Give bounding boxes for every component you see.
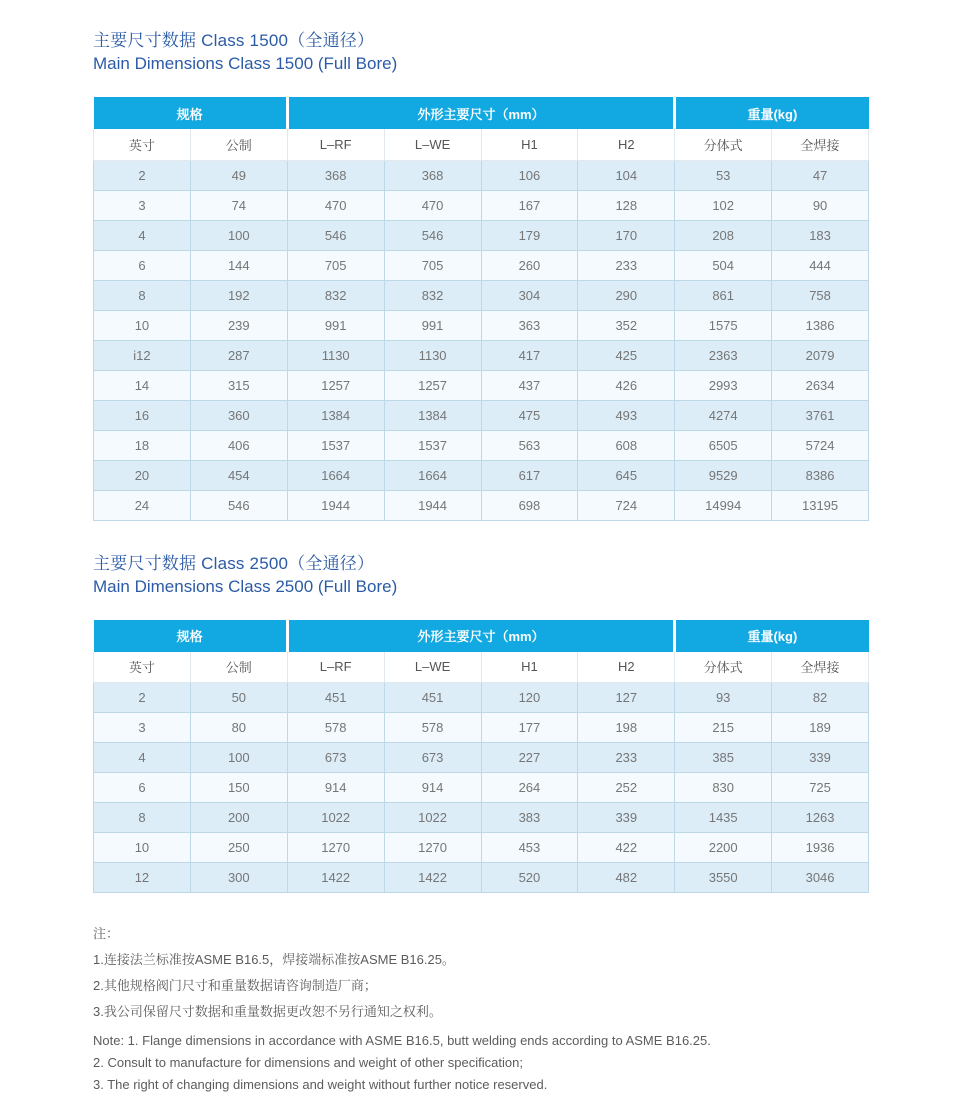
table-cell: 14994 (675, 490, 772, 520)
table-cell: 287 (190, 340, 287, 370)
table-cell: 563 (481, 430, 578, 460)
column-header-l-we: L–WE (384, 652, 481, 683)
column-header-metric: 公制 (190, 652, 287, 683)
table-cell: 304 (481, 280, 578, 310)
table-cell: 90 (772, 190, 869, 220)
table-cell: 6 (94, 250, 191, 280)
table-cell: 290 (578, 280, 675, 310)
table-row (94, 430, 869, 460)
column-header-l-rf: L–RF (287, 652, 384, 683)
table-cell: 12 (94, 863, 191, 893)
table-cell: 1422 (384, 863, 481, 893)
column-header-inch: 英寸 (94, 652, 191, 683)
column-header-h1: H1 (481, 129, 578, 160)
table-cell: 215 (675, 713, 772, 743)
table-cell: 50 (190, 683, 287, 713)
table-cell: 80 (190, 713, 287, 743)
note-line-en-2: 2. Consult to manufacture for dimensions and weight of other specification; (93, 1055, 523, 1070)
table-cell: 504 (675, 250, 772, 280)
table-cell: 177 (481, 713, 578, 743)
table-cell: 4 (94, 220, 191, 250)
column-header-l-rf: L–RF (287, 129, 384, 160)
section-title-en: Main Dimensions Class 1500 (Full Bore) (93, 54, 398, 73)
column-header-inch: 英寸 (94, 129, 191, 160)
note-line-zh-2: 2.其他规格阀门尺寸和重量数据请咨询制造厂商； (93, 978, 377, 993)
table-cell: 104 (578, 160, 675, 190)
table-cell: 360 (190, 400, 287, 430)
table-cell: 475 (481, 400, 578, 430)
table-cell: 227 (481, 743, 578, 773)
table-cell: 991 (384, 310, 481, 340)
table-row (94, 160, 869, 190)
table-cell: 2634 (772, 370, 869, 400)
table-cell: 1270 (287, 833, 384, 863)
notes-english (93, 1030, 869, 1096)
section-title-zh: 主要尺寸数据 Class 2500（全通径） (93, 553, 375, 573)
dimensions-table-class-2500 (93, 620, 869, 894)
table-cell: 53 (675, 160, 772, 190)
notes-block (93, 921, 869, 1096)
table-cell: 1386 (772, 310, 869, 340)
table-cell: 1944 (384, 490, 481, 520)
table-cell: 252 (578, 773, 675, 803)
table-cell: 673 (384, 743, 481, 773)
table-cell: 1944 (287, 490, 384, 520)
table-cell: 426 (578, 370, 675, 400)
table-cell: 368 (287, 160, 384, 190)
section-title-zh: 主要尺寸数据 Class 1500（全通径） (93, 31, 375, 50)
table-cell: 451 (287, 683, 384, 713)
table-cell: 8 (94, 803, 191, 833)
table-row (94, 460, 869, 490)
column-header-h2: H2 (578, 129, 675, 160)
table-cell: 698 (481, 490, 578, 520)
group-header-outline-dimensions: 外形主要尺寸（mm） (287, 620, 675, 652)
table-cell: 1257 (384, 370, 481, 400)
table-cell: 208 (675, 220, 772, 250)
table-cell: 2993 (675, 370, 772, 400)
table-cell: 13195 (772, 490, 869, 520)
group-header-row (94, 97, 869, 129)
table-cell: 14 (94, 370, 191, 400)
table-cell: 832 (384, 280, 481, 310)
column-header-fully-welded: 全焊接 (772, 129, 869, 160)
table-cell: 383 (481, 803, 578, 833)
group-header-row (94, 620, 869, 652)
section-class-1500 (93, 26, 869, 521)
note-line-en-3: 3. The right of changing dimensions and weight without further notice reserved. (93, 1077, 548, 1092)
column-header-h1: H1 (481, 652, 578, 683)
table-row (94, 220, 869, 250)
column-header-l-we: L–WE (384, 129, 481, 160)
table-row (94, 743, 869, 773)
table-cell: 144 (190, 250, 287, 280)
table-cell: 8386 (772, 460, 869, 490)
table-cell: 339 (578, 803, 675, 833)
table-cell: 8 (94, 280, 191, 310)
table-cell: 4274 (675, 400, 772, 430)
table-cell: 546 (287, 220, 384, 250)
table-cell: 1270 (384, 833, 481, 863)
table-cell: 3 (94, 713, 191, 743)
table-cell: 18 (94, 430, 191, 460)
table-cell: 470 (287, 190, 384, 220)
table-cell: 93 (675, 683, 772, 713)
table-cell: 6505 (675, 430, 772, 460)
column-header-row (94, 129, 869, 160)
table-cell: 1022 (287, 803, 384, 833)
table-cell: 546 (190, 490, 287, 520)
table-cell: 422 (578, 833, 675, 863)
table-cell: 451 (384, 683, 481, 713)
table-cell: 1130 (287, 340, 384, 370)
table-cell: 5724 (772, 430, 869, 460)
table-cell: 454 (190, 460, 287, 490)
table-cell: 3761 (772, 400, 869, 430)
table-cell: 198 (578, 713, 675, 743)
table-cell: 914 (287, 773, 384, 803)
table-cell: 352 (578, 310, 675, 340)
table-cell: 4 (94, 743, 191, 773)
table-row (94, 250, 869, 280)
table-cell: 260 (481, 250, 578, 280)
table-cell: 425 (578, 340, 675, 370)
table-cell: 578 (384, 713, 481, 743)
table-row (94, 400, 869, 430)
table-cell: 3 (94, 190, 191, 220)
section-class-2500 (93, 549, 869, 894)
group-header-spec: 规格 (94, 97, 288, 129)
table-cell: 705 (287, 250, 384, 280)
table-cell: 861 (675, 280, 772, 310)
table-cell: 128 (578, 190, 675, 220)
table-cell: 74 (190, 190, 287, 220)
notes-chinese (93, 921, 869, 1025)
note-label-zh: 注： (93, 926, 120, 941)
table-cell: 493 (578, 400, 675, 430)
table-cell: 3550 (675, 863, 772, 893)
table-cell: 3046 (772, 863, 869, 893)
table-cell: 546 (384, 220, 481, 250)
table-cell: 2079 (772, 340, 869, 370)
table-cell: 758 (772, 280, 869, 310)
table-cell: 16 (94, 400, 191, 430)
table-cell: 2363 (675, 340, 772, 370)
column-header-h2: H2 (578, 652, 675, 683)
note-line-zh-1: 1.连接法兰标准按ASME B16.5，焊接端标准按ASME B16.25。 (93, 952, 455, 967)
table-cell: 724 (578, 490, 675, 520)
table-cell: 1257 (287, 370, 384, 400)
dimensions-table-class-1500 (93, 97, 869, 521)
table-cell: 725 (772, 773, 869, 803)
column-header-split-body: 分体式 (675, 129, 772, 160)
table-body-class-1500 (94, 160, 869, 520)
table-cell: 991 (287, 310, 384, 340)
table-cell: 1384 (287, 400, 384, 430)
table-cell: 2200 (675, 833, 772, 863)
table-cell: 120 (481, 683, 578, 713)
table-row (94, 863, 869, 893)
column-header-split-body: 分体式 (675, 652, 772, 683)
table-row (94, 490, 869, 520)
table-cell: 2 (94, 160, 191, 190)
table-cell: 608 (578, 430, 675, 460)
table-cell: 1130 (384, 340, 481, 370)
table-cell: 453 (481, 833, 578, 863)
table-cell: 170 (578, 220, 675, 250)
table-cell: 417 (481, 340, 578, 370)
table-cell: 9529 (675, 460, 772, 490)
group-header-spec: 规格 (94, 620, 288, 652)
table-cell: 1384 (384, 400, 481, 430)
table-cell: 127 (578, 683, 675, 713)
table-cell: 705 (384, 250, 481, 280)
table-cell: 1664 (287, 460, 384, 490)
table-cell: 100 (190, 220, 287, 250)
table-cell: 264 (481, 773, 578, 803)
table-cell: 830 (675, 773, 772, 803)
table-row (94, 833, 869, 863)
column-header-metric: 公制 (190, 129, 287, 160)
table-cell: 1936 (772, 833, 869, 863)
table-row (94, 310, 869, 340)
table-cell: 444 (772, 250, 869, 280)
table-cell: 339 (772, 743, 869, 773)
group-header-weight: 重量(kg) (675, 97, 869, 129)
table-cell: 832 (287, 280, 384, 310)
group-header-weight: 重量(kg) (675, 620, 869, 652)
note-line-en-1: Note: 1. Flange dimensions in accordance with ASME B16.5, butt welding ends according to ASME B16.25. (93, 1033, 711, 1048)
table-row (94, 803, 869, 833)
table-cell: 49 (190, 160, 287, 190)
section-title-en: Main Dimensions Class 2500 (Full Bore) (93, 576, 398, 596)
table-cell: 1263 (772, 803, 869, 833)
table-cell: 1664 (384, 460, 481, 490)
table-cell: 1022 (384, 803, 481, 833)
table-cell: 437 (481, 370, 578, 400)
table-cell: 20 (94, 460, 191, 490)
table-cell: 1422 (287, 863, 384, 893)
table-cell: 47 (772, 160, 869, 190)
table-cell: 192 (190, 280, 287, 310)
table-row (94, 370, 869, 400)
table-cell: 2 (94, 683, 191, 713)
table-cell: 470 (384, 190, 481, 220)
table-cell: 6 (94, 773, 191, 803)
table-cell: 239 (190, 310, 287, 340)
table-cell: 482 (578, 863, 675, 893)
table-cell: 100 (190, 743, 287, 773)
column-header-row (94, 652, 869, 683)
table-row (94, 683, 869, 713)
table-cell: 1537 (384, 430, 481, 460)
table-cell: 617 (481, 460, 578, 490)
table-cell: 406 (190, 430, 287, 460)
table-cell: 82 (772, 683, 869, 713)
table-body-class-2500 (94, 683, 869, 893)
table-cell: 189 (772, 713, 869, 743)
table-cell: 102 (675, 190, 772, 220)
table-row (94, 340, 869, 370)
note-line-zh-3: 3.我公司保留尺寸数据和重量数据更改恕不另行通知之权利。 (93, 1004, 442, 1019)
table-cell: 385 (675, 743, 772, 773)
column-header-fully-welded: 全焊接 (772, 652, 869, 683)
table-cell: 250 (190, 833, 287, 863)
table-cell: 1575 (675, 310, 772, 340)
table-row (94, 280, 869, 310)
table-row (94, 190, 869, 220)
table-cell: 10 (94, 833, 191, 863)
table-cell: 10 (94, 310, 191, 340)
table-cell: 24 (94, 490, 191, 520)
table-cell: 914 (384, 773, 481, 803)
table-cell: 645 (578, 460, 675, 490)
table-row (94, 773, 869, 803)
table-cell: 233 (578, 743, 675, 773)
table-cell: 300 (190, 863, 287, 893)
table-cell: 1537 (287, 430, 384, 460)
table-cell: 315 (190, 370, 287, 400)
table-row (94, 713, 869, 743)
table-cell: 233 (578, 250, 675, 280)
table-cell: 183 (772, 220, 869, 250)
table-cell: 673 (287, 743, 384, 773)
group-header-outline-dimensions: 外形主要尺寸（mm） (287, 97, 675, 129)
table-cell: 150 (190, 773, 287, 803)
table-cell: 1435 (675, 803, 772, 833)
table-cell: 200 (190, 803, 287, 833)
table-cell: 179 (481, 220, 578, 250)
table-cell: 578 (287, 713, 384, 743)
table-cell: i12 (94, 340, 191, 370)
table-cell: 368 (384, 160, 481, 190)
table-cell: 520 (481, 863, 578, 893)
table-cell: 363 (481, 310, 578, 340)
table-cell: 106 (481, 160, 578, 190)
table-cell: 167 (481, 190, 578, 220)
